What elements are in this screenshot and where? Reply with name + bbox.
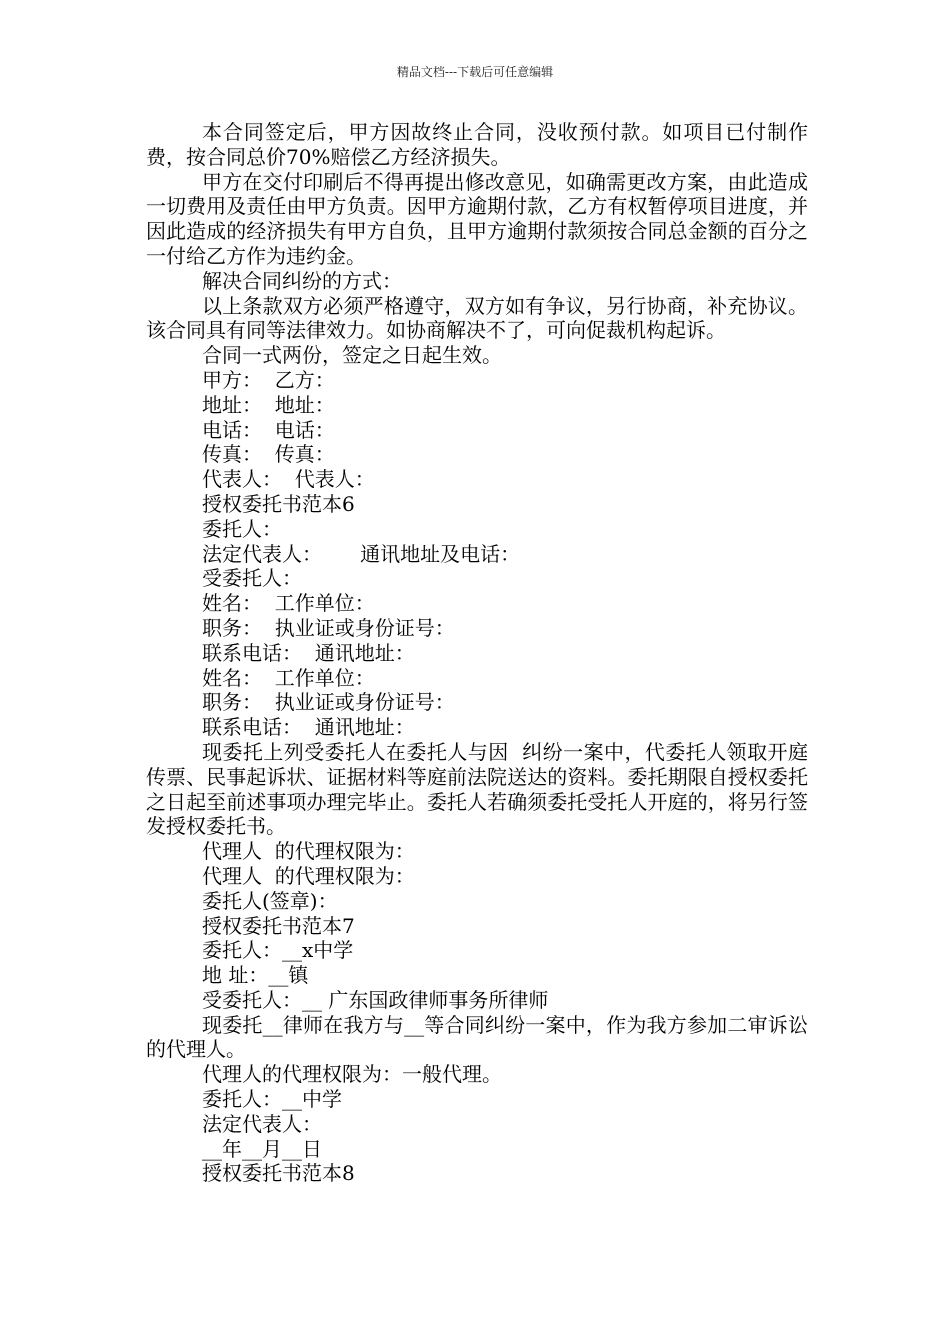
- paragraph: 以上条款双方必须严格遵守，双方如有争议，另行协商，补充协议。该合同具有同等法律效力。如协商解决不了，可向促裁机构起诉。: [146, 293, 808, 343]
- paragraph: 地 址：__镇: [202, 963, 309, 988]
- paragraph: 委托人：__x中学: [202, 938, 354, 963]
- paragraph: 本合同签定后，甲方因故终止合同，没收预付款。如项目已付制作费，按合同总价70%赔偿乙方经济损失。: [146, 120, 808, 169]
- paragraph: 现委托上列受委托人在委托人与因 纠纷一案中，代委托人领取开庭传票、民事起诉状、证据材料等庭前法院送达的资料。委托期限自授权委托之日起至前述事项办理完毕止。委托人若确须委托受托人开庭的，将另行签发授权委托书。: [146, 739, 808, 839]
- paragraph: __年__月__日: [202, 1136, 322, 1161]
- paragraph: 现委托__律师在我方与__等合同纠纷一案中，作为我方参加二审诉讼的代理人。: [146, 1012, 808, 1062]
- document-body: [146, 120, 808, 1186]
- paragraph: 电话： 电话：: [202, 417, 335, 442]
- paragraph: 代理人 的代理权限为：: [202, 863, 415, 888]
- paragraph: 甲方： 乙方：: [202, 367, 335, 392]
- paragraph: 受委托人：: [202, 566, 302, 591]
- paragraph: 地址： 地址：: [202, 392, 335, 417]
- paragraph: 委托人(签章)：: [202, 888, 338, 913]
- paragraph: 姓名： 工作单位：: [202, 665, 375, 690]
- paragraph: 代理人的代理权限为：一般代理。: [202, 1062, 502, 1087]
- paragraph: 法定代表人： 通讯地址及电话：: [202, 541, 521, 566]
- paragraph: 授权委托书范本6: [202, 491, 355, 516]
- paragraph: 授权委托书范本7: [202, 913, 355, 938]
- paragraph: 授权委托书范本8: [202, 1161, 355, 1186]
- page-header: 精品文档---下载后可任意编辑: [396, 65, 554, 79]
- paragraph: 代理人 的代理权限为：: [202, 839, 415, 864]
- paragraph: 联系电话： 通讯地址：: [202, 640, 415, 665]
- paragraph: 联系电话： 通讯地址：: [202, 715, 415, 740]
- paragraph: 解决合同纠纷的方式：: [202, 268, 402, 293]
- paragraph: 姓名： 工作单位：: [202, 591, 375, 616]
- paragraph: 合同一式两份，签定之日起生效。: [202, 343, 502, 368]
- paragraph: 委托人：: [202, 516, 282, 541]
- paragraph: 代表人： 代表人：: [202, 467, 375, 492]
- paragraph: 甲方在交付印刷后不得再提出修改意见，如确需更改方案，由此造成一切费用及责任由甲方负责。因甲方逾期付款，乙方有权暂停项目进度，并因此造成的经济损失有甲方自负，且甲方逾期付款须按合同总金额的百分之一付给乙方作为违约金。: [146, 169, 808, 268]
- paragraph: 委托人：__中学: [202, 1087, 342, 1112]
- paragraph: 传真： 传真：: [202, 442, 335, 467]
- paragraph: 受委托人：__ 广东国政律师事务所律师: [202, 987, 549, 1012]
- paragraph: 法定代表人：: [202, 1111, 322, 1136]
- paragraph: 职务： 执业证或身份证号：: [202, 615, 455, 640]
- paragraph: 职务： 执业证或身份证号：: [202, 690, 455, 715]
